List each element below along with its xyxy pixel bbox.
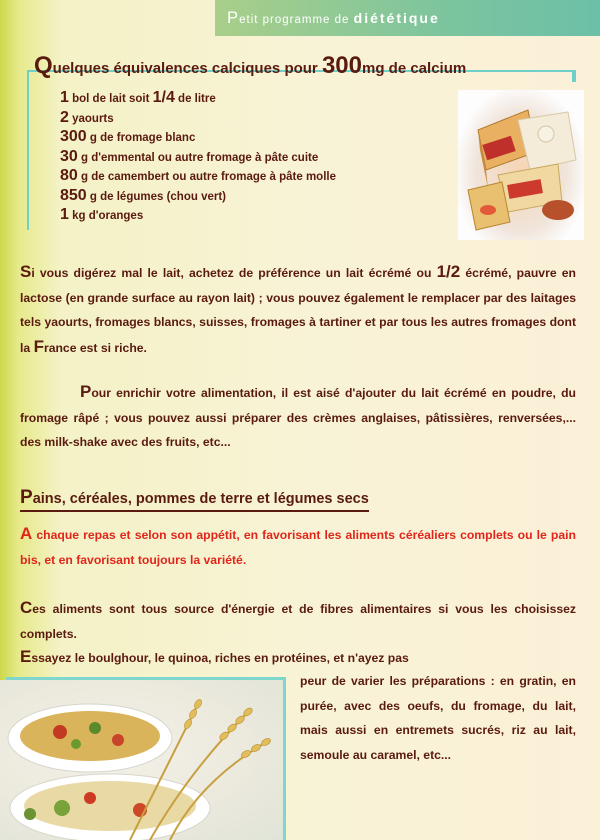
cheese-illustration	[458, 90, 584, 240]
list-item: 30 g d'emmental ou autre fromage à pâte cuite	[60, 147, 319, 165]
paragraph-advice: A chaque repas et selon son appétit, en favorisant les aliments céréaliers complets ou le pain bis, et en favorisant toujours la variété.	[20, 524, 576, 567]
list-item: 850 g de légumes (chou vert)	[60, 186, 227, 204]
header-bar	[215, 0, 600, 36]
paragraph-boulghour-rest: peur de varier les préparations : en gratin, en purée, avec des oeufs, du fromage, du lait, mais aussi en entremets sucrés, riz au lait, semoule au caramel, etc...	[300, 674, 576, 762]
paragraph-energie: Ces aliments sont tous source d'énergie et de fibres alimentaires si vous les choisissez complets.	[20, 598, 576, 641]
header-title: Petit programme de diététique	[227, 7, 440, 27]
paragraph-lactose: Si vous digérez mal le lait, achetez de préférence un lait écrémé ou 1/2 écrémé, pauvre en lactose (en grande surface au rayon lait) ; vous pouvez également le remplacer par des laitages tels yaourts, fromages blancs, suisses, fromages à tartiner et par tous les autres fromages dont la France est si riche.	[20, 262, 576, 356]
list-item: 300 g de fromage blanc	[60, 128, 196, 145]
cereal-dish-photo	[0, 680, 283, 840]
equivalences-list	[60, 88, 336, 225]
equivalences-title: Quelques équivalences calciques pour 300mg de calcium	[34, 52, 467, 79]
section-heading-cereales: Pains, céréales, pommes de terre et légumes secs	[20, 487, 369, 512]
list-item: 1 kg d'oranges	[60, 206, 144, 223]
cheese-photo	[458, 90, 584, 240]
list-item: 1 bol de lait soit 1/4 de litre	[60, 89, 216, 106]
photo-frame-right	[283, 677, 286, 840]
list-item: 2 yaourts	[60, 108, 114, 126]
paragraph-boulghour-line1: Essayez le boulghour, le quinoa, riches en protéines, et n'ayez pas	[20, 647, 409, 666]
paragraph-enrichir: Pour enrichir votre alimentation, il est aisé d'ajouter du lait écrémé en poudre, du fromage râpé ; vous pouvez aussi préparer des crèmes anglaises, pâtissières, renversées,... des milk-shake avec des fruits, etc...	[20, 382, 576, 449]
list-item: 80 g de camembert ou autre fromage à pâte molle	[60, 167, 336, 184]
equivalences-frame-corner	[572, 70, 576, 82]
cereal-dish-illustration	[0, 680, 283, 840]
